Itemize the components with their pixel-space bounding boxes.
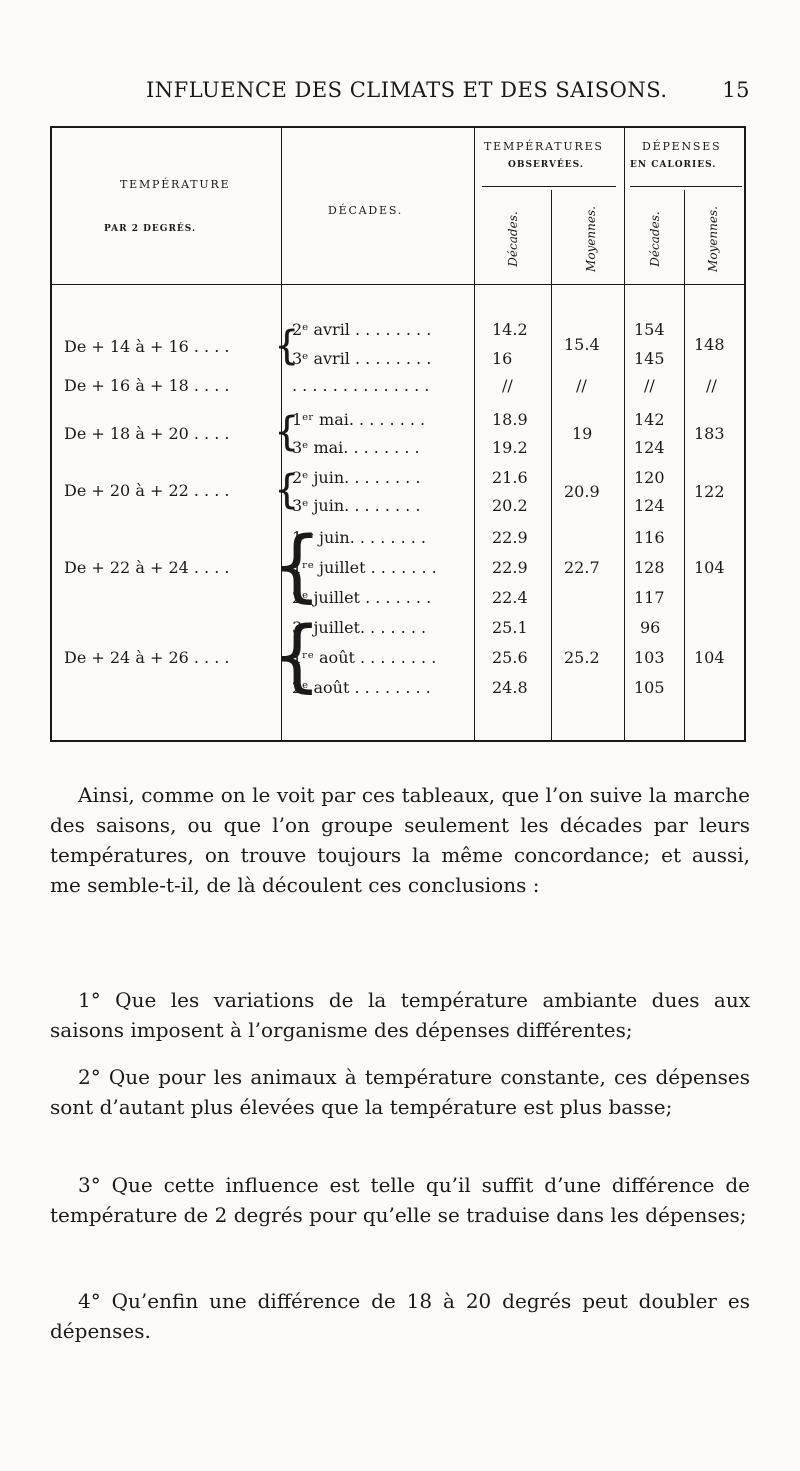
dep-avg: 183 — [694, 424, 725, 443]
dep-cell: 120 — [634, 468, 665, 487]
subcol-decades: Décades. — [648, 211, 662, 267]
temp-cell: // — [502, 376, 513, 395]
dep-cell: 117 — [634, 588, 665, 607]
temp-avg: // — [576, 376, 587, 395]
subcol-moyennes: Moyennes. — [706, 206, 720, 272]
dep-avg: 148 — [694, 335, 725, 354]
temp-avg: 15.4 — [564, 335, 600, 354]
page-number: 15 — [722, 78, 750, 102]
decade-cell: 2ᵉ juin. . . . . . . . — [292, 468, 421, 487]
range-label: De + 14 à + 16 . . . . — [64, 337, 230, 356]
range-label: De + 18 à + 20 . . . . — [64, 424, 230, 443]
temp-cell: 16 — [492, 349, 513, 368]
temp-cell: 22.9 — [492, 528, 528, 547]
col-temp-obs-sub: OBSERVÉES. — [508, 160, 584, 170]
span-rule — [630, 186, 742, 187]
dep-cell: // — [644, 376, 655, 395]
col-temp-obs-title: TEMPÉRATURES — [484, 140, 604, 153]
range-label: De + 24 à + 26 . . . . — [64, 648, 230, 667]
temp-cell: 21.6 — [492, 468, 528, 487]
page-header — [50, 78, 750, 108]
col-divider — [551, 190, 552, 740]
decade-cell: . . . . . . . . . . . . . . — [292, 376, 430, 395]
subcol-moyennes: Moyennes. — [584, 206, 598, 272]
group-brace: { — [274, 467, 300, 513]
decade-cell: 3ᵉ juin. . . . . . . . — [292, 496, 421, 515]
col-divider — [684, 190, 685, 740]
running-title: INFLUENCE DES CLIMATS ET DES SAISONS. — [146, 78, 668, 102]
col-divider — [474, 128, 475, 740]
temp-cell: 22.4 — [492, 588, 528, 607]
conclusion-3: 3° Que cette influence est telle qu’il suffit d’une différence de température de 2 degrés pour qu’elle se traduise dans les dépenses; — [50, 1173, 750, 1227]
dep-avg: 104 — [694, 648, 725, 667]
dep-cell: 128 — [634, 558, 665, 577]
dep-avg: 122 — [694, 482, 725, 501]
col-temperature-title: TEMPÉRATURE — [120, 178, 231, 191]
dep-cell: 116 — [634, 528, 665, 547]
temp-cell: 25.1 — [492, 618, 528, 637]
temp-cell: 19.2 — [492, 438, 528, 457]
range-label: De + 20 à + 22 . . . . — [64, 481, 230, 500]
temp-cell: 20.2 — [492, 496, 528, 515]
conclusion-4: 4° Qu’enfin une différence de 18 à 20 degrés peut doubler es dépenses. — [50, 1289, 750, 1343]
dep-cell: 145 — [634, 349, 665, 368]
decade-cell: 1ʳᵉ août . . . . . . . . — [292, 648, 437, 667]
group-brace: { — [274, 409, 300, 455]
temp-cell: 24.8 — [492, 678, 528, 697]
temp-avg: 19 — [572, 424, 593, 443]
dep-avg: // — [706, 376, 717, 395]
col-depenses-title: DÉPENSES — [642, 140, 722, 153]
temp-cell: 18.9 — [492, 410, 528, 429]
decade-cell: 3ᵉ juillet. . . . . . . — [292, 618, 427, 637]
dep-cell: 105 — [634, 678, 665, 697]
decade-cell: 2ᵉ août . . . . . . . . — [292, 678, 431, 697]
temp-avg: 20.9 — [564, 482, 600, 501]
dep-cell: 142 — [634, 410, 665, 429]
range-label: De + 22 à + 24 . . . . — [64, 558, 230, 577]
conclusion-2: 2° Que pour les animaux à température constante, ces dépenses sont d’autant plus élevées que la température est plus basse; — [50, 1065, 750, 1119]
data-table — [50, 126, 746, 742]
decade-cell: 2ᵉ juillet . . . . . . . — [292, 588, 432, 607]
temp-cell: 14.2 — [492, 320, 528, 339]
body-paragraph: Ainsi, comme on le voit par ces tableaux, que l’on suive la marche des saisons, ou que l’on groupe seulement les décades par leurs températures, on trouve toujours la même concordance; et aussi, me semble-t-il, de là découlent ces conclusions : — [50, 783, 750, 897]
decade-cell: 2ᵉ avril . . . . . . . . — [292, 320, 432, 339]
col-decades-title: DÉCADES. — [328, 204, 404, 217]
dep-cell: 103 — [634, 648, 665, 667]
span-rule — [482, 186, 616, 187]
subcol-decades: Décades. — [506, 211, 520, 267]
col-divider — [624, 128, 625, 740]
temp-cell: 25.6 — [492, 648, 528, 667]
decade-cell: 1ʳᵉ juin. . . . . . . . — [292, 528, 426, 547]
col-depenses-sub: EN CALORIES. — [630, 160, 717, 170]
temp-avg: 22.7 — [564, 558, 600, 577]
temp-avg: 25.2 — [564, 648, 600, 667]
decade-cell: 3ᵉ mai. . . . . . . . — [292, 438, 420, 457]
group-brace: { — [272, 611, 322, 701]
range-label: De + 16 à + 18 . . . . — [64, 376, 230, 395]
group-brace: { — [274, 323, 300, 369]
dep-cell: 154 — [634, 320, 665, 339]
decade-cell: 1ᵉʳ mai. . . . . . . . — [292, 410, 426, 429]
decade-cell: 3ᵉ avril . . . . . . . . — [292, 349, 432, 368]
dep-avg: 104 — [694, 558, 725, 577]
dep-cell: 96 — [640, 618, 661, 637]
dep-cell: 124 — [634, 496, 665, 515]
decade-cell: 1ʳᵉ juillet . . . . . . . — [292, 558, 437, 577]
group-brace: { — [272, 521, 322, 611]
dep-cell: 124 — [634, 438, 665, 457]
temp-cell: 22.9 — [492, 558, 528, 577]
col-temperature-sub: PAR 2 DEGRÉS. — [104, 224, 197, 234]
header-rule — [52, 284, 744, 285]
conclusion-1: 1° Que les variations de la température ambiante dues aux saisons imposent à l’organisme des dépenses différentes; — [50, 988, 750, 1042]
